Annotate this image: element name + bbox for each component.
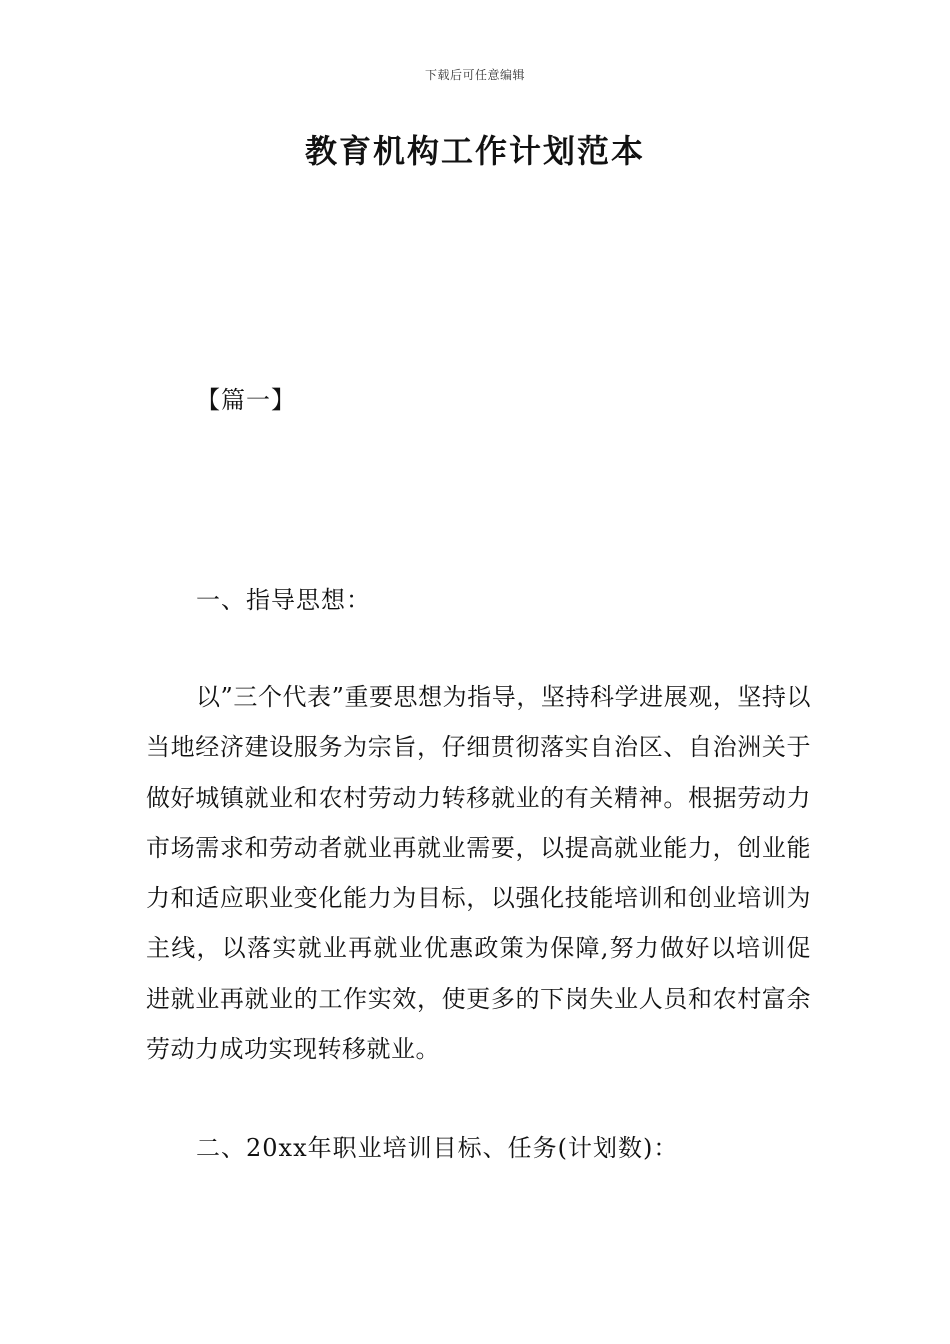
section-heading-training-goals: 二、20xx年职业培训目标、任务(计划数)： bbox=[196, 1134, 679, 1162]
document-title: 教育机构工作计划范本 bbox=[304, 132, 645, 170]
header-note: 下载后可任意编辑 bbox=[424, 68, 525, 82]
body-paragraph: 以”三个代表”重要思想为指导，坚持科学进展观，坚持以当地经济建设服务为宗旨，仔细贯彻落实自治区、自治洲关于做好城镇就业和农村劳动力转移就业的有关精神。根据劳动力市场需求和劳动者就业再就业需要，以提高就业能力，创业能力和适应职业变化能力为目标，以强化技能培训和创业培训为主线，以落实就业再就业优惠政策为保障,努力做好以培训促进就业再就业的工作实效，使更多的下岗失业人员和农村富余劳动力成功实现转移就业。 bbox=[146, 683, 811, 1064]
section-heading-guiding-ideology: 一、指导思想： bbox=[196, 586, 371, 614]
section-marker: 【篇一】 bbox=[196, 386, 296, 414]
